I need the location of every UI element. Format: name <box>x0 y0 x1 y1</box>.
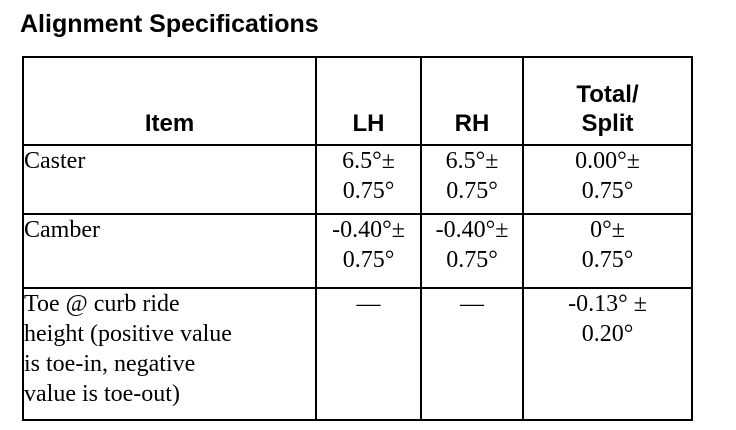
header-total-split <box>523 57 692 145</box>
cell-lh <box>316 145 421 214</box>
cell-item <box>23 214 316 288</box>
cell-total-line1: 0.00°± <box>575 148 640 174</box>
cell-rh-line2: 0.75° <box>446 247 498 273</box>
cell-item-line4: value is toe-out) <box>24 381 180 407</box>
cell-item <box>23 145 316 214</box>
header-total-line1: Total/ <box>576 81 639 108</box>
cell-rh <box>421 145 523 214</box>
cell-rh-line2: 0.75° <box>446 178 498 204</box>
table-row-toe <box>23 288 692 420</box>
cell-lh-line1: 6.5°± <box>342 148 395 174</box>
cell-lh-line2: 0.75° <box>342 178 395 204</box>
table-row-caster <box>23 145 692 214</box>
header-item: Item <box>23 57 316 145</box>
cell-item <box>23 288 316 420</box>
cell-lh-dash: — <box>356 291 381 317</box>
cell-total-line1: 0°± <box>590 217 625 243</box>
cell-lh-line1: -0.40°± <box>332 217 405 243</box>
header-total-line2: Split <box>581 110 634 137</box>
cell-lh-line2: 0.75° <box>342 247 395 273</box>
cell-rh <box>421 214 523 288</box>
cell-lh <box>316 288 421 420</box>
cell-rh-line1: -0.40°± <box>435 217 509 243</box>
table-row-camber <box>23 214 692 288</box>
page-title: Alignment Specifications <box>20 10 319 38</box>
cell-item-line: Caster <box>24 148 86 174</box>
cell-total-line2: 0.75° <box>581 178 634 204</box>
header-lh: LH <box>316 57 421 145</box>
cell-item-line: Camber <box>24 217 100 243</box>
cell-rh <box>421 288 523 420</box>
cell-rh-dash: — <box>460 291 484 317</box>
cell-total <box>523 214 692 288</box>
cell-total <box>523 288 692 420</box>
cell-lh <box>316 214 421 288</box>
table-header-row <box>23 57 692 145</box>
header-rh: RH <box>421 57 523 145</box>
cell-item-line2: height (positive value <box>24 321 232 347</box>
cell-total <box>523 145 692 214</box>
cell-total-line2: 0.20° <box>581 321 634 347</box>
alignment-spec-table <box>22 56 693 421</box>
cell-item-line1: Toe @ curb ride <box>24 291 180 317</box>
cell-rh-line1: 6.5°± <box>445 148 499 174</box>
cell-item-line3: is toe-in, negative <box>24 351 196 377</box>
cell-total-line1: -0.13° ± <box>568 291 647 317</box>
cell-total-line2: 0.75° <box>581 247 634 273</box>
